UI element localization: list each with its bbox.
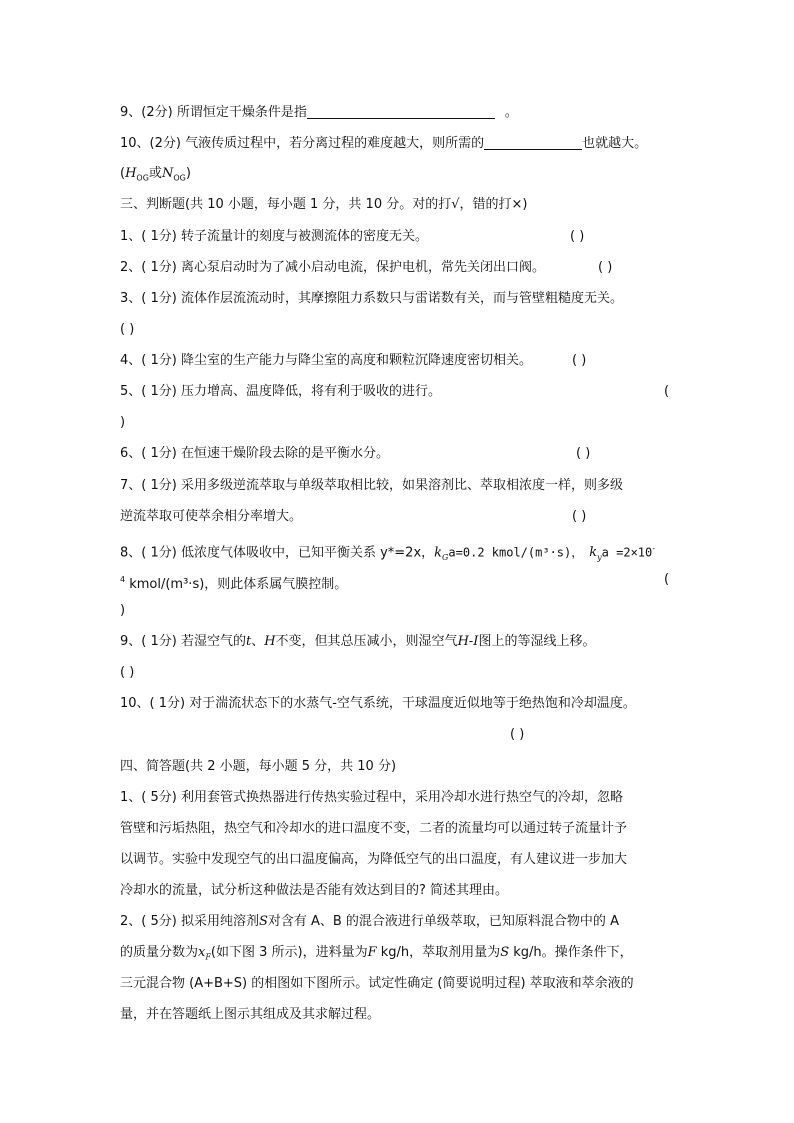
answer-paren-open[interactable]: ( bbox=[664, 572, 670, 587]
answer-paren-close[interactable]: ) bbox=[120, 603, 126, 618]
judge-question-8-line1: 8、( 1分) 低浓度气体吸收中，已知平衡关系 y*=2x，$k_Ga=0.2$ kmol/(m³·s)， $k_ya =2\times 10^-$ bbox=[120, 544, 656, 562]
answer-blank[interactable] bbox=[484, 135, 582, 150]
section-4-title: 四、简答题(共 2 小题，每小题 5 分，共 10 分) bbox=[120, 759, 397, 774]
short-question-1-line1: 1、( 5分) 利用套管式换热器进行传热实验过程中，采用冷却水进行热空气的冷却，忽略 bbox=[120, 790, 623, 805]
answer-paren[interactable]: ( ) bbox=[598, 260, 613, 275]
short-question-2-line3: 三元混合物 (A+B+S) 的相图如下图所示。试定性确定 (简要说明过程) 萃取液和萃余液的 bbox=[120, 976, 634, 991]
answer-blank[interactable] bbox=[307, 104, 495, 119]
judge-question-1: 1、( 1分) 转子流量计的刻度与被测流体的密度无关。 bbox=[120, 229, 428, 244]
judge-question-7-line1: 7、( 1分) 采用多级逆流萃取与单级萃取相比较，如果溶剂比、萃取相浓度一样，则多级 bbox=[120, 478, 623, 493]
q10-suffix: 也就越大。 bbox=[582, 136, 648, 151]
answer-paren[interactable]: ( ) bbox=[572, 509, 587, 524]
short-question-1-line4: 冷却水的流量，试分析这种做法是否能有效达到目的? 简述其理由。 bbox=[120, 883, 509, 898]
judge-question-2: 2、( 1分) 离心泵启动时为了减小启动电流，保护电机，常先关闭出口阀。 bbox=[120, 260, 545, 275]
section-3-title: 三、判断题(共 10 小题，每小题 1 分，共 10 分。对的打√，错的打×) bbox=[120, 197, 528, 212]
answer-paren[interactable]: ( ) bbox=[120, 665, 135, 680]
short-question-1-line2: 管壁和污垢热阻，热空气和冷却水的进口温度不变，二者的流量均可以通过转子流量计予 bbox=[120, 821, 628, 836]
answer-paren-close[interactable]: ) bbox=[120, 415, 126, 430]
answer-paren[interactable]: ( ) bbox=[572, 353, 587, 368]
q9-prefix: 9、(2分) 所谓恒定干燥条件是指 bbox=[120, 105, 307, 120]
judge-question-9: 9、( 1分) 若湿空气的t、H不变，但其总压减小，则湿空气H-I图上的等湿线上移。 bbox=[120, 634, 596, 649]
judge-question-3: 3、( 1分) 流体作层流流动时，其摩擦阻力系数只与雷诺数有关，而与管壁粗糙度无关。 bbox=[120, 291, 623, 306]
judge-question-4: 4、( 1分) 降尘室的生产能力与降尘室的高度和颗粒沉降速度密切相关。 bbox=[120, 353, 532, 368]
q10-prefix: 10、(2分) 气液传质过程中，若分离过程的难度越大，则所需的 bbox=[120, 136, 485, 151]
fill-question-10 bbox=[120, 135, 647, 153]
answer-paren[interactable]: ( ) bbox=[120, 322, 135, 337]
answer-paren[interactable]: ( ) bbox=[576, 446, 591, 461]
judge-question-10: 10、( 1分) 对于湍流状态下的水蒸气-空气系统，干球温度近似地等于绝热饱和冷却温度。 bbox=[120, 696, 636, 711]
judge-question-6: 6、( 1分) 在恒速干燥阶段去除的是平衡水分。 bbox=[120, 446, 389, 461]
short-question-2-line2: 的质量分数为$x_F$(如下图 3 所示)，进料量为F kg/h，萃取剂用量为S kg/h。操作条件下， bbox=[120, 945, 633, 962]
q10-options: ($H_{OG}$或$N_{OG}$) bbox=[120, 166, 191, 183]
q9-suffix: 。 bbox=[504, 105, 518, 120]
fill-question-9 bbox=[120, 104, 518, 122]
short-question-2-line1: 2、( 5分) 拟采用纯溶剂S对含有 A、B 的混合液进行单级萃取，已知原料混合物中的 A bbox=[120, 914, 619, 929]
answer-paren[interactable]: ( ) bbox=[570, 229, 585, 244]
short-question-1-line3: 以调节。实验中发现空气的出口温度偏高，为降低空气的出口温度，有人建议进一步加大 bbox=[120, 852, 628, 867]
answer-paren-open[interactable]: ( bbox=[664, 384, 670, 399]
judge-question-8-line2: $^4$ kmol/(m³·s)，则此体系属气膜控制。 bbox=[120, 575, 348, 592]
judge-question-5: 5、( 1分) 压力增高、温度降低，将有利于吸收的进行。 bbox=[120, 384, 441, 399]
judge-question-7-line2: 逆流萃取可使萃余相分率增大。 bbox=[120, 509, 303, 524]
answer-paren[interactable]: ( ) bbox=[510, 727, 525, 742]
short-question-2-line4: 量，并在答题纸上图示其组成及其求解过程。 bbox=[120, 1007, 381, 1022]
